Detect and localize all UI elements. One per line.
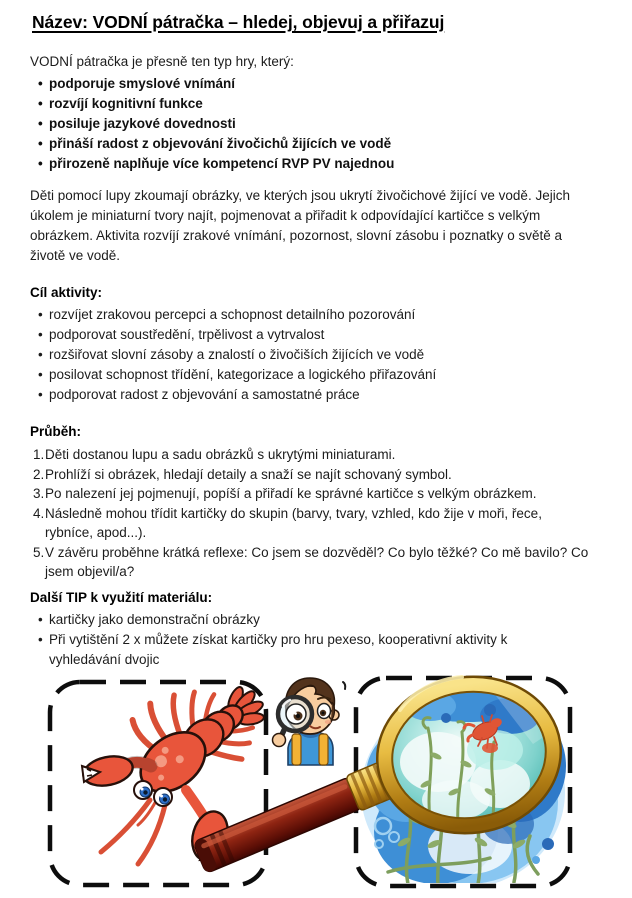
intro-lead: VODNÍ pátračka je přesně ten typ hry, který:: [30, 54, 294, 69]
intro-bullet-list: [30, 74, 604, 174]
list-item: • přirozeně naplňuje více kompetencí RVP PV najednou: [30, 154, 604, 174]
tips-bullet-list: [30, 610, 604, 670]
list-item: • posilovat schopnost třídění, kategorizace a logického přiřazování: [30, 365, 604, 385]
step-item: Prohlíží si obrázek, hledají detaily a snaží se najít schovaný symbol.: [45, 466, 452, 482]
list-item: • posiluje jazykové dovednosti: [30, 114, 604, 134]
goals-bullet-list: [30, 305, 604, 405]
step-item: Po nalezení jej pojmenují, popíší a přiřadí ke správné kartičce s velkým obrázkem.: [45, 486, 537, 501]
goals-heading: Cíl aktivity:: [30, 285, 103, 300]
list-item: • rozvíjet zrakovou percepci a schopnost detailního pozorování: [30, 305, 604, 325]
sparkle-icon: [343, 682, 345, 689]
illustration-canvas: [38, 674, 598, 898]
list-item: • kartičky jako demonstrační obrázky: [30, 610, 560, 630]
process-step-list: [30, 445, 604, 582]
list-item: • přináší radost z objevování živočichů žijících ve vodě: [30, 134, 604, 154]
document-title: Název: VODNÍ pátračka – hledej, objevuj a přiřazuj: [32, 12, 445, 32]
list-item: • podporuje smyslové vnímání: [30, 74, 604, 94]
step-item: V závěru proběhne krátká reflexe: Co jsem se dozvěděl? Co bylo těžké? Co mě bavilo? Co jsem objevil/a?: [45, 544, 589, 579]
step-item: Děti dostanou lupu a sadu obrázků s ukrytými miniaturami.: [45, 447, 396, 462]
step-item: Následně mohou třídit kartičky do skupin (barvy, tvary, vzhled, kdo žije v moři, řece, rybníce, apod...).: [45, 505, 542, 540]
list-item: • podporovat radost z objevování a samostatné práce: [30, 385, 604, 405]
boy-with-magnifying-glass-icon: [273, 678, 346, 765]
illustration-strip: [38, 674, 604, 898]
description-paragraph: Děti pomocí lupy zkoumají obrázky, ve kterých jsou ukrytí živočichové žijící ve vodě. Jejich úkolem je miniaturní tvory najít, pojmenovat a přiřadit k odpovídající kartičce s velkým obrázkem. Aktivita rozvíjí zrakové vnímání, pozornost, slovní zásobu i poznatky o světě a životě ve vodě.: [30, 188, 570, 263]
list-item: • rozšiřovat slovní zásoby a znalostí o živočiších žijících ve vodě: [30, 345, 604, 365]
tips-heading: Další TIP k využití materiálu:: [30, 589, 213, 605]
process-heading: Průběh:: [30, 424, 82, 439]
list-item: • Při vytištění 2 x můžete získat kartičky pro hru pexeso, kooperativní aktivity k vyhledávání dvojic: [30, 630, 560, 670]
list-item: • rozvíjí kognitivní funkce: [30, 94, 604, 114]
list-item: • podporovat soustředění, trpělivost a vytrvalost: [30, 325, 604, 345]
